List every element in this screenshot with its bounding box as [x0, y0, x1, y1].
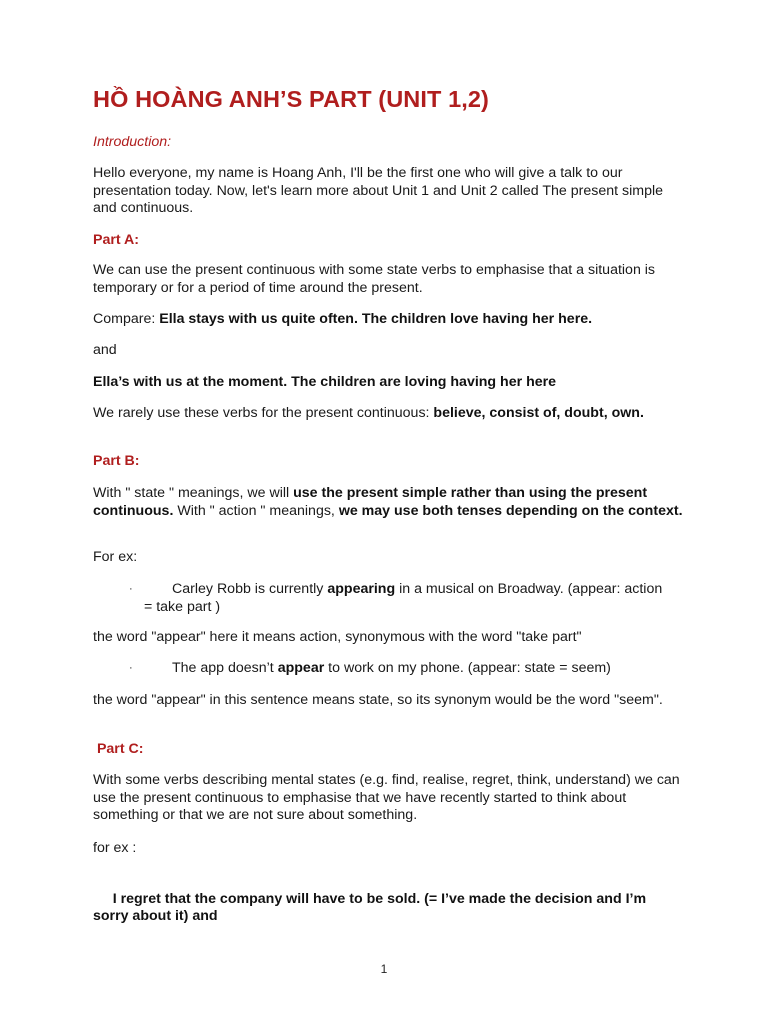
- compare-example: Ella stays with us quite often. The children love having her here.: [159, 311, 593, 327]
- part-c-for-ex: for ex :: [93, 840, 137, 856]
- page-title: HỒ HOÀNG ANH’S PART (UNIT 1,2): [93, 86, 489, 112]
- part-c-heading-text: Part C:: [96, 741, 144, 757]
- part-a-paragraph: We can use the present continuous with some state verbs to emphasise that a situation is temporary or for a period of time around the present.: [93, 262, 656, 296]
- part-b-for-ex: For ex:: [93, 549, 138, 565]
- part-b-bold-1: use the present simple rather than using the present continuous.: [93, 485, 648, 519]
- bullet-item-2: [129, 660, 664, 678]
- bullet-1-post: in a musical on Broadway. (appear: action = take part ): [144, 581, 663, 615]
- bullet-dot: ·: [129, 583, 133, 595]
- and-text: and: [93, 342, 117, 358]
- bullet-2-bold: appear: [277, 660, 325, 676]
- intro-paragraph: Hello everyone, my name is Hoang Anh, I'll be the first one who will give a talk to our presentation today. Now, let's learn more about Unit 1 and Unit 2 called The present simple and continuous.: [93, 165, 663, 216]
- part-c-heading: [93, 741, 683, 759]
- part-b-text-1: With " state " meanings, we will: [93, 485, 294, 501]
- rare-verbs: believe, consist of, doubt, own.: [433, 405, 644, 421]
- bullet-1-bold: appearing: [327, 581, 396, 597]
- explanation-2: the word "appear" in this sentence means state, so its synonym would be the word "seem".: [93, 692, 663, 708]
- explanation-1: the word "appear" here it means action, synonymous with the word "take part": [93, 629, 582, 645]
- bullet-dot: ·: [129, 662, 133, 674]
- part-c-example: [93, 873, 683, 943]
- page-number: 1: [380, 962, 388, 976]
- part-b-paragraph: [93, 485, 683, 520]
- rare-prefix: We rarely use these verbs for the present continuous:: [93, 405, 434, 421]
- rare-verbs-line: [93, 405, 683, 423]
- example-2-text: Ella’s with us at the moment. The children are loving having her here: [93, 374, 557, 390]
- part-b-bold-2: we may use both tenses depending on the context.: [338, 502, 683, 519]
- part-c-paragraph: With some verbs describing mental states (e.g. find, realise, regret, think, understand) we can use the present continuous to emphasise that we have recently started to think about something or that we are not sure about something.: [93, 772, 680, 823]
- part-b-text-2: With " action " meanings,: [173, 502, 339, 519]
- example-2: [93, 374, 683, 392]
- intro-label: Introduction:: [93, 134, 172, 150]
- bullet-item-1: [129, 581, 664, 616]
- part-c-example-text: I regret that the company will have to be sold. (= I’ve made the decision and I’m sorry about it) and: [93, 890, 651, 924]
- part-b-heading: Part B:: [93, 453, 140, 469]
- bullet-1-pre: Carley Robb is currently: [172, 581, 328, 597]
- compare-line: [93, 311, 683, 329]
- bullet-2-post: to work on my phone. (appear: state = seem): [324, 660, 611, 676]
- bullet-2-pre: The app doesn’t: [172, 660, 278, 676]
- part-a-heading: Part A:: [93, 232, 139, 248]
- compare-prefix: Compare:: [93, 311, 160, 327]
